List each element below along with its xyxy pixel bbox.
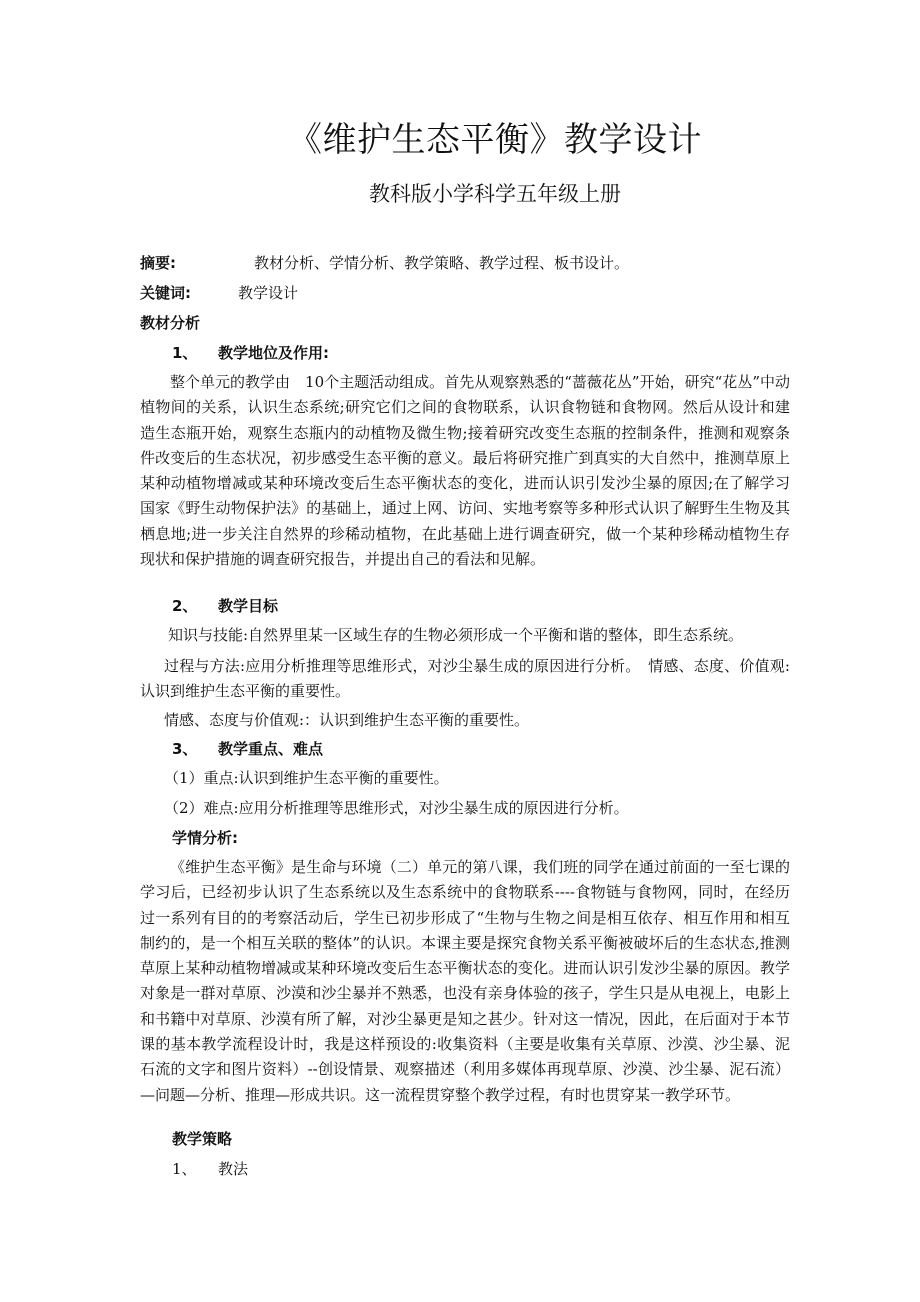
subheading-teaching-goals (172, 596, 278, 616)
paragraph-unit-overview: 整个单元的教学由 10个主题活动组成。首先从观察熟悉的“蔷薇花丛”开始，研究“花丛”中动植物间的关系，认识生态系统;研究它们之间的食物联系，认识食物链和食物网。然后从设计和建造生态瓶开始，观察生态瓶内的动植物及微生物;接着研究改变生态瓶的控制条件，推测和观察条件改变后的生态状况，初步感受生态平衡的意义。最后将研究推广到真实的大自然中，推测草原上某种动植物增减或某种环境改变后生态平衡状态的变化，进而认识引发沙尘暴的原因;在了解学习国家《野生动物保护法》的基础上，通过上网、访问、实地考察等多种形式认识了解野生生物及其栖息地;进一步关注自然界的珍稀动植物，在此基础上进行调查研究，做一个某种珍稀动植物生存现状和保护措施的调查研究报告，并提出自己的看法和见解。 (140, 373, 790, 569)
subheading-teaching-method (172, 1159, 248, 1179)
difficulty-item: （2）难点:应用分析推理等思维形式，对沙尘暴生成的原因进行分析。 (164, 799, 629, 817)
goal-emotion-values: 情感、态度与价值观:：认识到维护生态平衡的重要性。 (164, 711, 530, 729)
subheading-number: 1、 (172, 344, 198, 362)
abstract-text: 教材分析、学情分析、教学策略、教学过程、板书设计。 (254, 254, 630, 272)
subheading-text: 教学目标 (218, 597, 279, 615)
keywords-label: 关键词: (140, 284, 191, 302)
section-heading-teaching-strategy: 教学策略 (172, 1130, 233, 1148)
subheading-teaching-role (172, 343, 329, 363)
keywords-text: 教学设计 (238, 284, 299, 302)
section-heading-textbook-analysis: 教材分析 (140, 314, 201, 332)
document-title: 《维护生态平衡》教学设计 (288, 120, 702, 160)
subheading-text: 教法 (218, 1160, 249, 1178)
goal-process-method: 过程与方法:应用分析推理等思维形式，对沙尘暴生成的原因进行分析。 情感、态度、价值观:认识到维护生态平衡的重要性。 (140, 657, 790, 701)
key-point-item: （1）重点:认识到维护生态平衡的重要性。 (164, 769, 449, 787)
abstract-row (140, 253, 629, 273)
subheading-number: 3、 (172, 740, 198, 758)
section-heading-student-analysis: 学情分析: (172, 829, 238, 847)
document-subtitle: 教科版小学科学五年级上册 (369, 182, 621, 206)
subheading-number: 2、 (172, 597, 198, 615)
subheading-text: 教学重点、难点 (218, 740, 324, 758)
subheading-key-points (172, 739, 323, 759)
subheading-text: 教学地位及作用: (218, 344, 329, 362)
abstract-label: 摘要: (140, 254, 176, 272)
subheading-number: 1、 (172, 1160, 197, 1178)
goal-knowledge-skills: 知识与技能:自然界里某一区域生存的生物必须形成一个平衡和谐的整体，即生态系统。 (168, 626, 744, 644)
paragraph-student-analysis: 《维护生态平衡》是生命与环境（二）单元的第八课，我们班的同学在通过前面的一至七课的学习后，已经初步认识了生态系统以及生态系统中的食物联系----食物链与食物网，同时，在经历过一系列有目的的考察活动后，学生已初步形成了“生物与生物之间是相互依存、相互作用和相互制约的，是一个相互关联的整体”的认识。本课主要是探究食物关系平衡被破坏后的生态状态,推测草原上某种动植物增减或某种环境改变后生态平衡状态的变化。进而认识引发沙尘暴的原因。教学对象是一群对草原、沙漠和沙尘暴并不熟悉，也没有亲身体验的孩子，学生只是从电视上，电影上和书籍中对草原、沙漠有所了解，对沙尘暴更是知之甚少。针对这一情况，因此，在后面对于本节课的基本教学流程设计时，我是这样预设的:收集资料（主要是收集有关草原、沙漠、沙尘暴、泥石流的文字和图片资料）--创设情景、观察描述（利用多媒体再现草原、沙漠、沙尘暴、泥石流）—问题—分析、推理—形成共识。这一流程贯穿整个教学过程，有时也贯穿某一教学环节。 (140, 858, 790, 1104)
keywords-row (140, 283, 298, 303)
